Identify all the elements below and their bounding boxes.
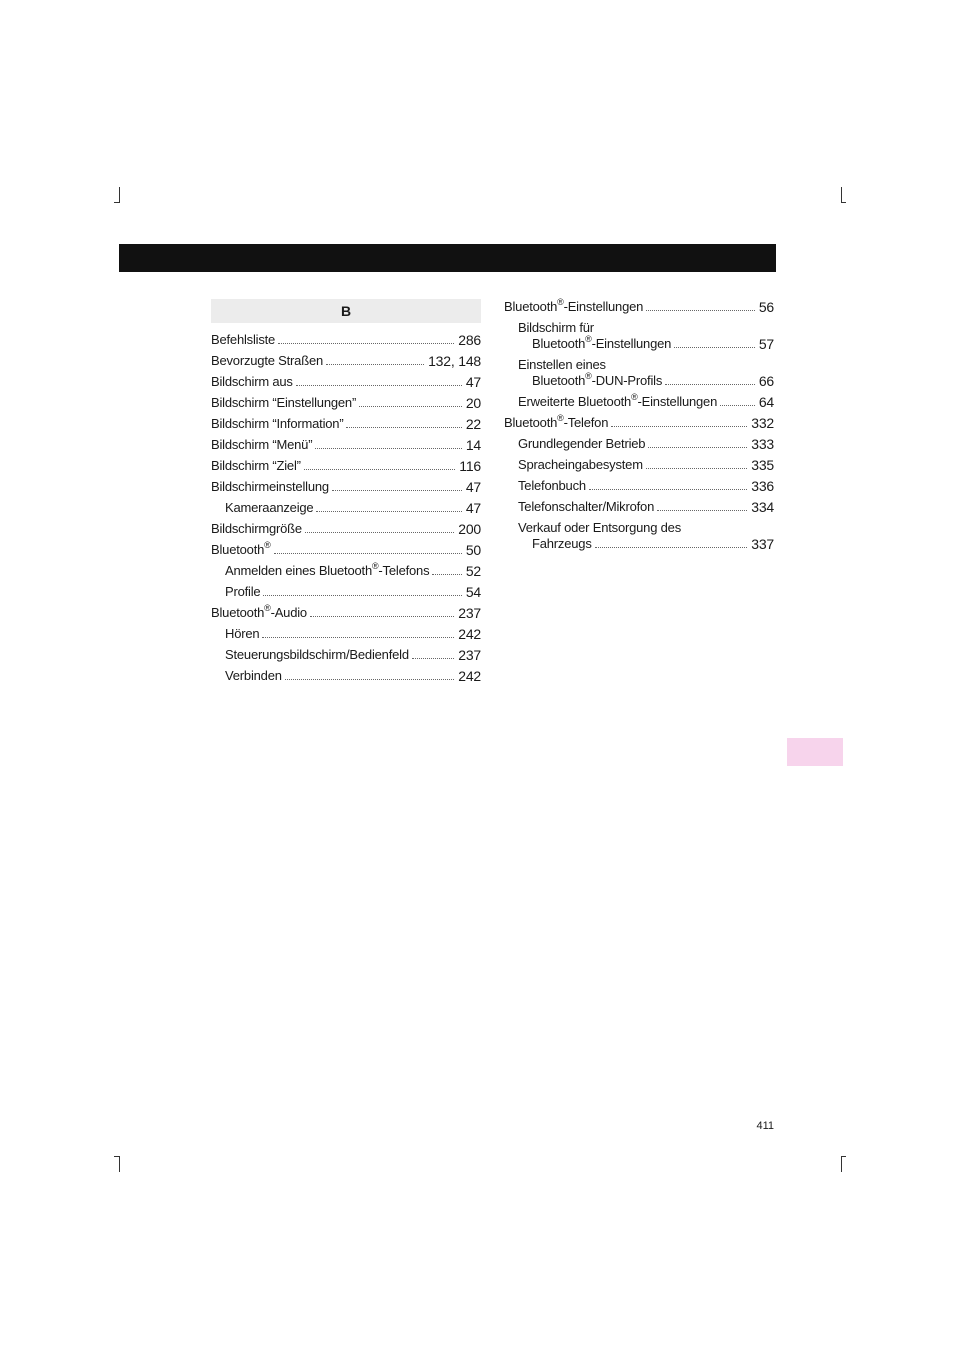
dot-leader: [315, 448, 461, 449]
dot-leader: [412, 658, 454, 659]
entry-page: 332: [751, 415, 774, 431]
entry-term: Hören: [225, 626, 260, 641]
index-entry: [504, 478, 774, 494]
dot-leader: [646, 310, 755, 311]
registered-mark: ®: [264, 602, 271, 613]
index-list-left: [211, 332, 481, 684]
entry-page: 20: [465, 395, 481, 411]
entry-page: 333: [751, 436, 774, 452]
registered-mark: ®: [264, 539, 271, 550]
entry-term: Bildschirm “Information”: [211, 416, 344, 431]
index-entry: [211, 437, 481, 453]
page-number: 411: [756, 1120, 774, 1132]
entry-page: 57: [758, 336, 774, 352]
entry-page: 52: [465, 563, 481, 579]
dot-leader: [611, 426, 747, 427]
dot-leader: [332, 490, 462, 491]
dot-leader: [316, 511, 461, 512]
index-column-right: [504, 296, 774, 557]
index-entry: [211, 647, 481, 663]
section-heading: B: [211, 299, 481, 323]
index-entry-wrapped: [504, 320, 774, 352]
entry-term: Steuerungsbildschirm/Bedienfeld: [225, 647, 409, 662]
crop-mark-top-right-h: [841, 202, 846, 203]
entry-page: 237: [458, 605, 481, 621]
entry-page: 242: [458, 668, 481, 684]
entry-term: Bildschirm aus: [211, 374, 293, 389]
registered-mark: ®: [557, 412, 564, 423]
entry-page: 66: [758, 373, 774, 389]
entry-page: 237: [458, 647, 481, 663]
entry-term: Bluetooth®-DUN-Profils: [532, 370, 663, 388]
index-entry: [504, 412, 774, 431]
entry-term: Bluetooth®-Telefon: [504, 412, 609, 430]
dot-leader: [657, 510, 747, 511]
dot-leader: [285, 679, 454, 680]
index-entry: [211, 626, 481, 642]
dot-leader: [720, 405, 755, 406]
entry-page: 56: [758, 299, 774, 315]
index-entry: [211, 668, 481, 684]
entry-page: 14: [465, 437, 481, 453]
entry-page: 64: [758, 394, 774, 410]
entry-page: 334: [751, 499, 774, 515]
crop-mark-top-left-h: [114, 202, 119, 203]
entry-term: Bluetooth®-Einstellungen: [532, 333, 672, 351]
index-entry: [211, 500, 481, 516]
entry-term: Kameraanzeige: [225, 500, 314, 515]
registered-mark: ®: [585, 370, 592, 381]
index-entry: [211, 584, 481, 600]
crop-mark-bottom-right: [841, 1156, 842, 1172]
index-entry: [504, 370, 774, 389]
entry-term: Bluetooth®: [211, 539, 271, 557]
dot-leader: [589, 489, 747, 490]
entry-page: 47: [465, 479, 481, 495]
dot-leader: [432, 574, 461, 575]
dot-leader: [646, 468, 747, 469]
entry-page: 50: [465, 542, 481, 558]
entry-term: Erweiterte Bluetooth®-Einstellungen: [518, 391, 718, 409]
entry-term: Telefonschalter/Mikrofon: [518, 499, 655, 514]
index-entry: [211, 539, 481, 558]
dot-leader: [648, 447, 747, 448]
entry-term: Fahrzeugs: [532, 536, 592, 551]
dot-leader: [304, 469, 455, 470]
entry-page: 22: [465, 416, 481, 432]
index-entry: [504, 457, 774, 473]
dot-leader: [665, 384, 755, 385]
dot-leader: [263, 595, 461, 596]
dot-leader: [278, 343, 454, 344]
registered-mark: ®: [557, 296, 564, 307]
entry-term: Spracheingabesystem: [518, 457, 643, 472]
index-entry: [211, 416, 481, 432]
entry-term: Befehlsliste: [211, 332, 276, 347]
index-entry: [211, 521, 481, 537]
entry-page: 47: [465, 374, 481, 390]
registered-mark: ®: [371, 560, 379, 571]
index-entry: [504, 391, 774, 410]
index-entry: [504, 296, 774, 315]
dot-leader: [274, 553, 462, 554]
dot-leader: [310, 616, 454, 617]
index-entry-wrapped: [504, 357, 774, 389]
index-entry: [211, 479, 481, 495]
index-entry: [211, 560, 481, 579]
entry-term: Bildschirmeinstellung: [211, 479, 329, 494]
index-entry: [504, 499, 774, 515]
crop-mark-top-left: [119, 187, 120, 203]
entry-page: 132, 148: [428, 353, 481, 369]
entry-term: Anmelden eines Bluetooth®-Telefons: [225, 560, 430, 578]
entry-term-first-line: Bildschirm für: [518, 320, 594, 335]
entry-term: Bildschirm “Ziel”: [211, 458, 301, 473]
registered-mark: ®: [631, 391, 638, 402]
crop-mark-top-right: [841, 187, 842, 203]
dot-leader: [305, 532, 454, 533]
registered-mark: ®: [585, 333, 592, 344]
index-entry: [211, 332, 481, 348]
index-entry: [211, 395, 481, 411]
entry-page: 337: [751, 536, 774, 552]
crop-mark-bottom-right-h: [841, 1156, 846, 1157]
index-entry: [211, 353, 481, 369]
entry-page: 47: [465, 500, 481, 516]
entry-page: 286: [458, 332, 481, 348]
entry-page: 242: [458, 626, 481, 642]
thumb-index-tab: [787, 738, 843, 766]
crop-mark-bottom-left-h: [114, 1156, 119, 1157]
entry-term: Bildschirmgröße: [211, 521, 302, 536]
header-bar: [119, 244, 776, 272]
dot-leader: [346, 427, 461, 428]
entry-page: 116: [459, 458, 481, 474]
dot-leader: [262, 637, 454, 638]
entry-term: Bildschirm “Einstellungen”: [211, 395, 357, 410]
entry-term: Bevorzugte Straßen: [211, 353, 324, 368]
dot-leader: [595, 547, 748, 548]
index-entry: [504, 536, 774, 552]
index-entry: [211, 458, 481, 474]
entry-term: Bluetooth®-Audio: [211, 602, 307, 620]
dot-leader: [326, 364, 424, 365]
entry-term-first-line: Einstellen eines: [518, 357, 606, 372]
entry-term: Profile: [225, 584, 261, 599]
dot-leader: [674, 347, 755, 348]
entry-term: Verbinden: [225, 668, 282, 683]
entry-page: 336: [751, 478, 774, 494]
entry-term: Grundlegender Betrieb: [518, 436, 646, 451]
entry-page: 54: [465, 584, 481, 600]
index-list-right: [504, 296, 774, 552]
dot-leader: [359, 406, 462, 407]
crop-mark-bottom-left: [119, 1156, 120, 1172]
dot-leader: [296, 385, 462, 386]
entry-term-first-line: Verkauf oder Entsorgung des: [518, 520, 681, 535]
index-entry: [504, 436, 774, 452]
index-entry: [504, 333, 774, 352]
entry-page: 200: [458, 521, 481, 537]
index-entry-wrapped: [504, 520, 774, 552]
entry-page: 335: [751, 457, 774, 473]
index-entry: [211, 602, 481, 621]
entry-term: Bluetooth®-Einstellungen: [504, 296, 644, 314]
entry-term: Telefonbuch: [518, 478, 586, 493]
index-entry: [211, 374, 481, 390]
entry-term: Bildschirm “Menü”: [211, 437, 313, 452]
index-column-left: [211, 299, 481, 689]
